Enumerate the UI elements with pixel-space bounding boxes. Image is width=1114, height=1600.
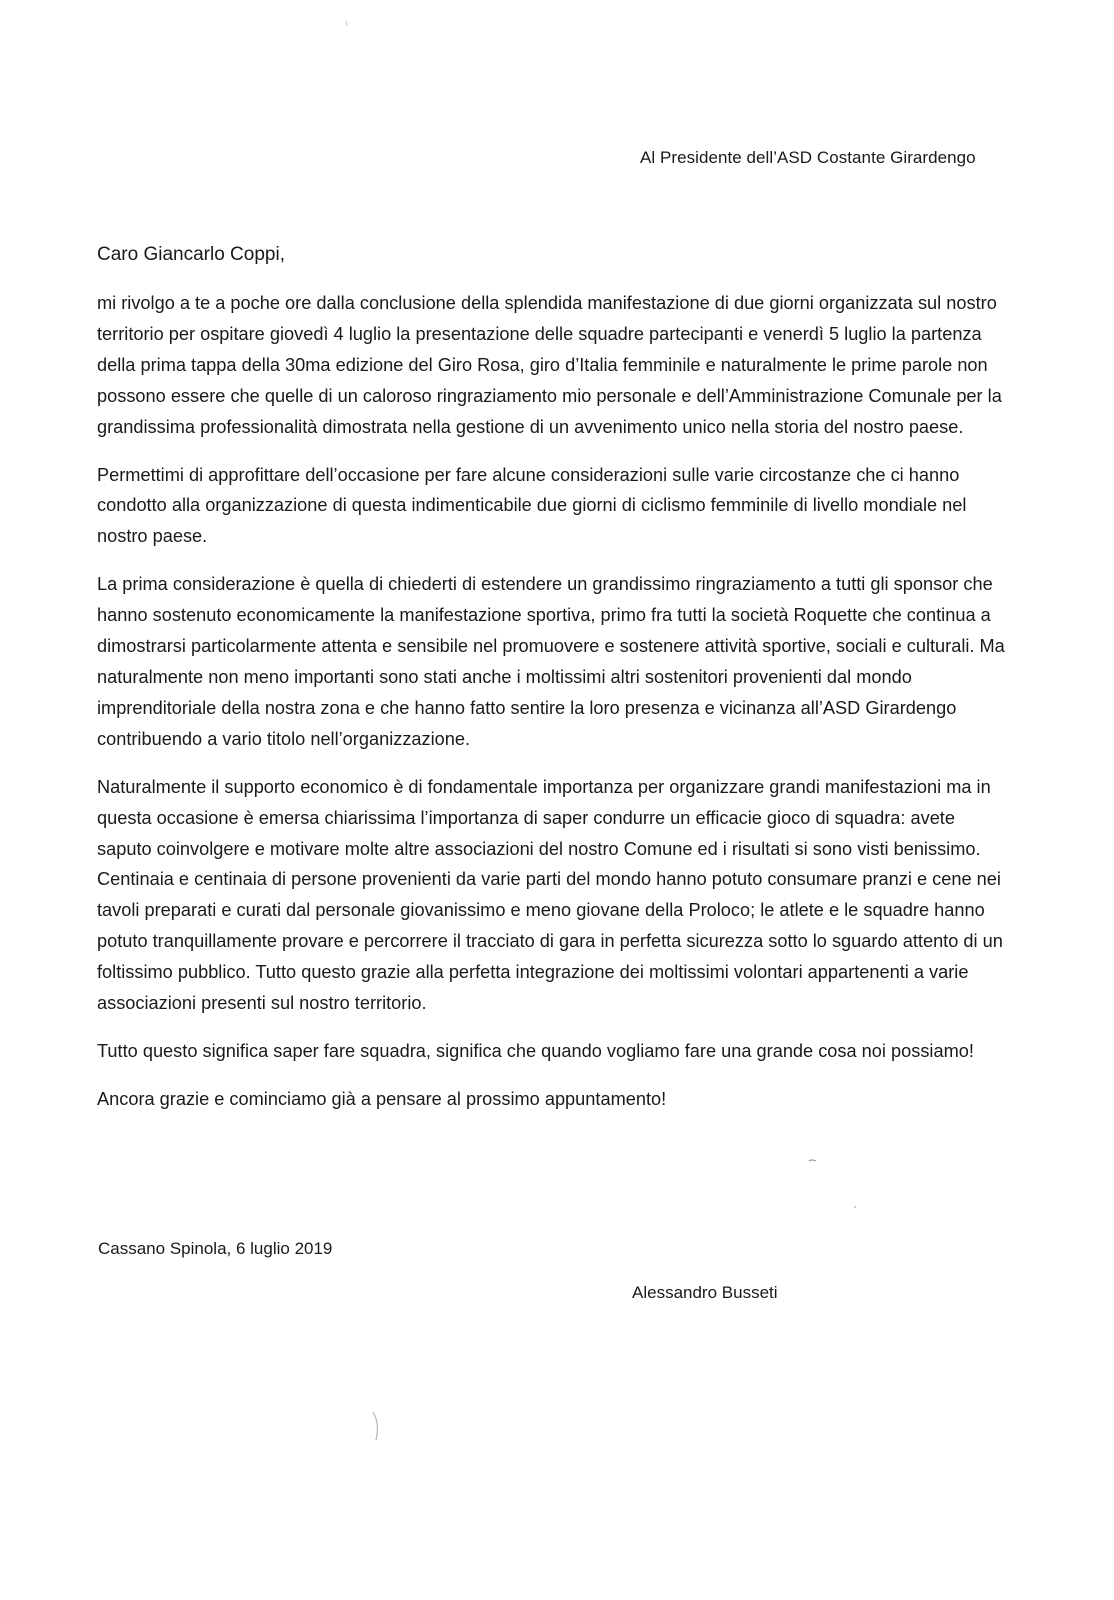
place-and-date: Cassano Spinola, 6 luglio 2019 — [98, 1239, 333, 1258]
paragraph-2: Permettimi di approfittare dell’occasione per fare alcune considerazioni sulle varie circostanze che ci hanno condotto alla organizzazione di questa indimenticabile due giorni di ciclismo femminile di livello mondiale nel nostro paese. — [97, 464, 967, 547]
paragraph-5: Tutto questo significa saper fare squadra, significa che quando vogliamo fare una grande cosa noi possiamo! — [97, 1040, 974, 1061]
signatory-name: Alessandro Busseti — [632, 1283, 778, 1302]
paragraph-1: mi rivolgo a te a poche ore dalla conclusione della splendida manifestazione di due giorni organizzata sul nostro territorio per ospitare giovedì 4 luglio la presentazione delle squadre partecipanti e venerdì 5 luglio la partenza della prima tappa della 30ma edizione del Giro Rosa, giro d’Italia femminile e naturalmente le prime parole non possono essere che quelle di un caloroso ringraziamento mio personale e dell’Amministrazione Comunale per la grandissima professionalità dimostrata nella gestione di un avvenimento unico nella storia del nostro paese. — [97, 293, 1002, 437]
paragraph-3: La prima considerazione è quella di chiederti di estendere un grandissimo ringraziamento a tutti gli sponsor che hanno sostenuto economicamente la manifestazione sportiva, primo fra tutti la società Roquette che continua a dimostrarsi particolarmente attenta e sensibile nel promuovere e sostenere attività sportive, sociali e culturali. Ma naturalmente non meno importanti sono stati anche i moltissimi altri sostenitori provenienti dal mondo imprenditoriale della nostra zona e che hanno fatto sentire la loro presenza e vicinanza all’ASD Girardengo contribuendo a vario titolo nell’organizzazione. — [97, 574, 1005, 749]
recipient-line: Al Presidente dell’ASD Costante Girardengo — [640, 148, 976, 167]
paragraph-6: Ancora grazie e cominciamo già a pensare al prossimo appuntamento! — [97, 1088, 667, 1109]
scan-stroke-mark — [370, 1410, 384, 1444]
scan-speck-mark — [852, 1204, 858, 1210]
salutation: Caro Giancarlo Coppi, — [97, 244, 285, 265]
scan-speck-mark — [808, 1158, 818, 1164]
letter-body — [97, 288, 1009, 1132]
paragraph-4: Naturalmente il supporto economico è di fondamentale importanza per organizzare grandi manifestazioni ma in questa occasione è emersa chiarissima l’importanza di saper condurre un efficacie gioco di squadra: avete saputo coinvolgere e motivare molte altre associazioni del nostro Comune ed i risultati si sono visti benissimo. Centinaia e centinaia di persone provenienti da varie parti del mondo hanno potuto consumare pranzi e cene nei tavoli preparati e curati dal personale giovanissimo e meno giovane della Proloco; le atlete e le squadre hanno potuto tranquillamente provare e percorrere il tracciato di gara in perfetta sicurezza sotto lo sguardo attento di un foltissimo pubblico. Tutto questo grazie alla perfetta integrazione dei moltissimi volontari appartenenti a varie associazioni presenti sul nostro territorio. — [97, 776, 1003, 1014]
scan-speck-mark — [344, 20, 350, 28]
